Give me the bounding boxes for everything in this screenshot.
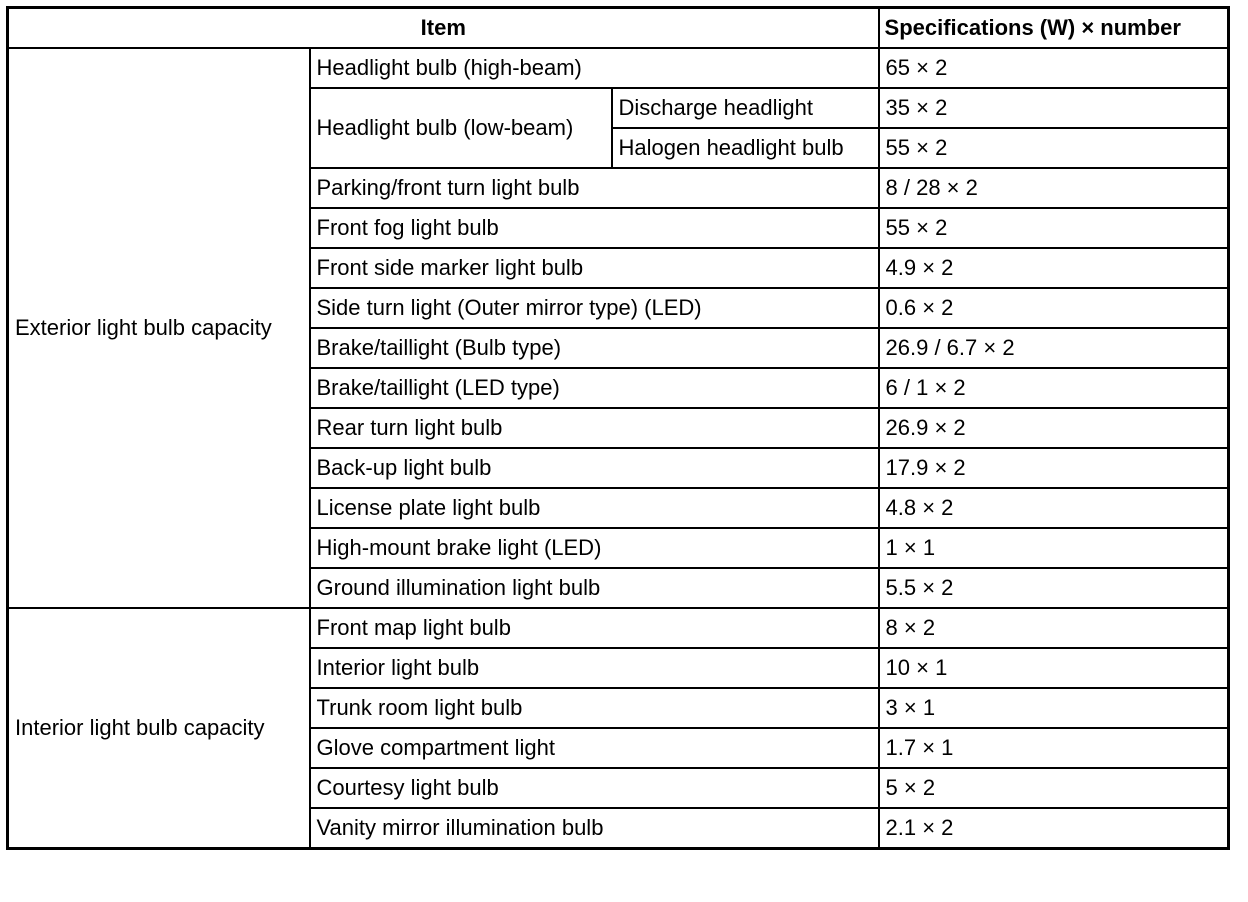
row-item: License plate light bulb <box>310 488 879 528</box>
row-spec: 26.9 × 2 <box>879 408 1229 448</box>
row-spec: 26.9 / 6.7 × 2 <box>879 328 1229 368</box>
row-item: Vanity mirror illumination bulb <box>310 808 879 849</box>
table-row <box>8 48 1229 88</box>
row-spec: 4.9 × 2 <box>879 248 1229 288</box>
row-spec: 4.8 × 2 <box>879 488 1229 528</box>
row-item: Front fog light bulb <box>310 208 879 248</box>
row-spec: 55 × 2 <box>879 128 1229 168</box>
row-subitem: Discharge headlight <box>612 88 879 128</box>
row-spec: 2.1 × 2 <box>879 808 1229 849</box>
bulb-spec-table <box>6 6 1230 850</box>
row-item: Rear turn light bulb <box>310 408 879 448</box>
row-spec: 3 × 1 <box>879 688 1229 728</box>
row-item: Courtesy light bulb <box>310 768 879 808</box>
row-spec: 1.7 × 1 <box>879 728 1229 768</box>
row-spec: 0.6 × 2 <box>879 288 1229 328</box>
row-spec: 1 × 1 <box>879 528 1229 568</box>
row-spec: 10 × 1 <box>879 648 1229 688</box>
spec-column-header: Specifications (W) × number <box>879 8 1229 49</box>
row-item: Brake/taillight (Bulb type) <box>310 328 879 368</box>
row-item: Interior light bulb <box>310 648 879 688</box>
row-spec: 8 / 28 × 2 <box>879 168 1229 208</box>
row-spec: 5 × 2 <box>879 768 1229 808</box>
row-item: Headlight bulb (high-beam) <box>310 48 879 88</box>
row-item: Trunk room light bulb <box>310 688 879 728</box>
row-spec: 8 × 2 <box>879 608 1229 648</box>
row-item: Brake/taillight (LED type) <box>310 368 879 408</box>
low-beam-item: Headlight bulb (low-beam) <box>310 88 612 168</box>
table-row <box>8 608 1229 648</box>
item-column-header: Item <box>8 8 879 49</box>
row-spec: 65 × 2 <box>879 48 1229 88</box>
row-item: Parking/front turn light bulb <box>310 168 879 208</box>
row-item: Side turn light (Outer mirror type) (LED) <box>310 288 879 328</box>
row-spec: 6 / 1 × 2 <box>879 368 1229 408</box>
header-row <box>8 8 1229 49</box>
exterior-category-cell: Exterior light bulb capacity <box>8 48 310 608</box>
row-item: Front side marker light bulb <box>310 248 879 288</box>
row-item: Back-up light bulb <box>310 448 879 488</box>
row-item: Front map light bulb <box>310 608 879 648</box>
row-subitem: Halogen headlight bulb <box>612 128 879 168</box>
interior-category-cell: Interior light bulb capacity <box>8 608 310 849</box>
row-item: Ground illumination light bulb <box>310 568 879 608</box>
row-spec: 35 × 2 <box>879 88 1229 128</box>
row-spec: 17.9 × 2 <box>879 448 1229 488</box>
row-spec: 5.5 × 2 <box>879 568 1229 608</box>
row-item: High-mount brake light (LED) <box>310 528 879 568</box>
row-item: Glove compartment light <box>310 728 879 768</box>
row-spec: 55 × 2 <box>879 208 1229 248</box>
